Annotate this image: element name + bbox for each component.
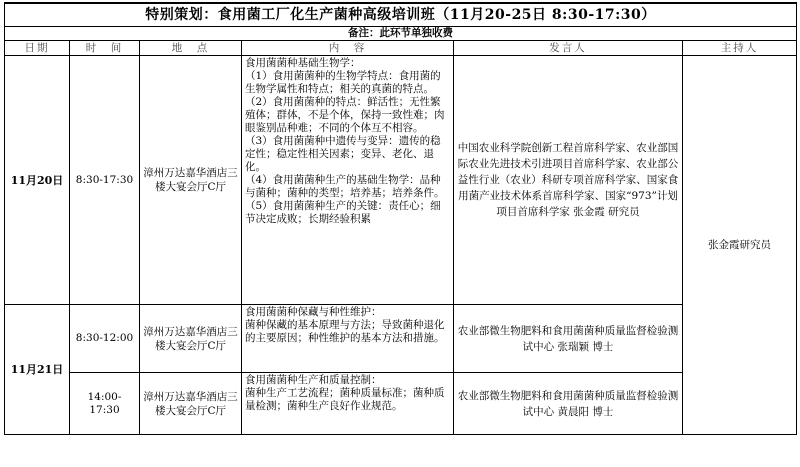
header-time: 时 间	[70, 41, 140, 56]
content-line: （4）食用菌菌种生产的基础生物学：品种与菌种；菌种的类型；培养基；培养条件。	[245, 174, 445, 199]
table-row	[5, 56, 797, 305]
content-line: （2）食用菌菌种的特点：鲜活性；无性繁殖体；群体，不是个体，保持一致性难；肉眼鉴别品种难；不同的个体互不相容。	[245, 96, 445, 134]
fee-note: 备注：此环节单独收费	[5, 27, 797, 41]
location-cell: 漳州万达嘉华酒店三楼大宴会厅C厅	[140, 305, 242, 373]
content-line: 菌种保藏的基本原理与方法；导致菌种退化的主要原因；种性维护的基本方法和措施。	[245, 319, 445, 344]
host-cell: 张金霞研究员	[683, 56, 797, 435]
header-row	[5, 41, 797, 56]
training-schedule	[4, 2, 796, 435]
content-line: （1）食用菌菌种的生物学特点：食用菌的生物学属性和特点；相关的真菌的特点。	[245, 70, 441, 95]
header-location: 地 点	[140, 41, 242, 56]
location-cell: 漳州万达嘉华酒店三楼大宴会厅C厅	[140, 56, 242, 305]
content-line: 食用菌菌种生产和质量控制：	[245, 374, 382, 386]
header-speaker: 发言人	[454, 41, 683, 56]
content-line: （3）食用菌菌种中遗传与变异：遗传的稳定性；稳定性相关因素；变异、老化、退化。	[245, 135, 441, 173]
date-cell: 11月21日	[5, 305, 70, 435]
content-line: 菌种生产工艺流程；菌种质量标准；菌种质量检测；菌种生产良好作业规范。	[245, 387, 445, 412]
table-row	[5, 305, 797, 373]
location-cell: 漳州万达嘉华酒店三楼大宴会厅C厅	[140, 373, 242, 435]
page-title: 特别策划：食用菌工厂化生产菌种高级培训班（11月20-25日 8:30-17:30）	[5, 3, 797, 27]
schedule-table	[4, 2, 797, 435]
speaker-cell: 农业部微生物肥料和食用菌菌种质量监督检验测试中心 张瑞颖 博士	[454, 305, 683, 373]
content-cell	[242, 373, 454, 435]
time-cell: 8:30-12:00	[70, 305, 140, 373]
speaker-cell: 中国农业科学院创新工程首席科学家、农业部国际农业先进技术引进项目首席科学家、农业部公益性行业（农业）科研专项首席科学家、国家食用菌产业技术体系首席科学家、国家“973”计划项目首席科学家 张金霞 研究员	[454, 56, 683, 305]
speaker-cell: 农业部微生物肥料和食用菌菌种质量监督检验测试中心 黄晨阳 博士	[454, 373, 683, 435]
date-cell: 11月20日	[5, 56, 70, 305]
time-cell: 14:00-17:30	[70, 373, 140, 435]
table-row	[5, 373, 797, 435]
content-line: 食用菌菌种保藏与种性维护：	[245, 306, 382, 318]
header-date: 日期	[5, 41, 70, 56]
content-cell	[242, 305, 454, 373]
content-line: 食用菌菌种基础生物学：	[245, 57, 361, 69]
header-host: 主持人	[683, 41, 797, 56]
content-cell	[242, 56, 454, 305]
header-content: 内 容	[242, 41, 454, 56]
time-cell: 8:30-17:30	[70, 56, 140, 305]
content-line: （5）食用菌菌种生产的关键：责任心；细节决定成败；长期经验积累	[245, 200, 441, 225]
